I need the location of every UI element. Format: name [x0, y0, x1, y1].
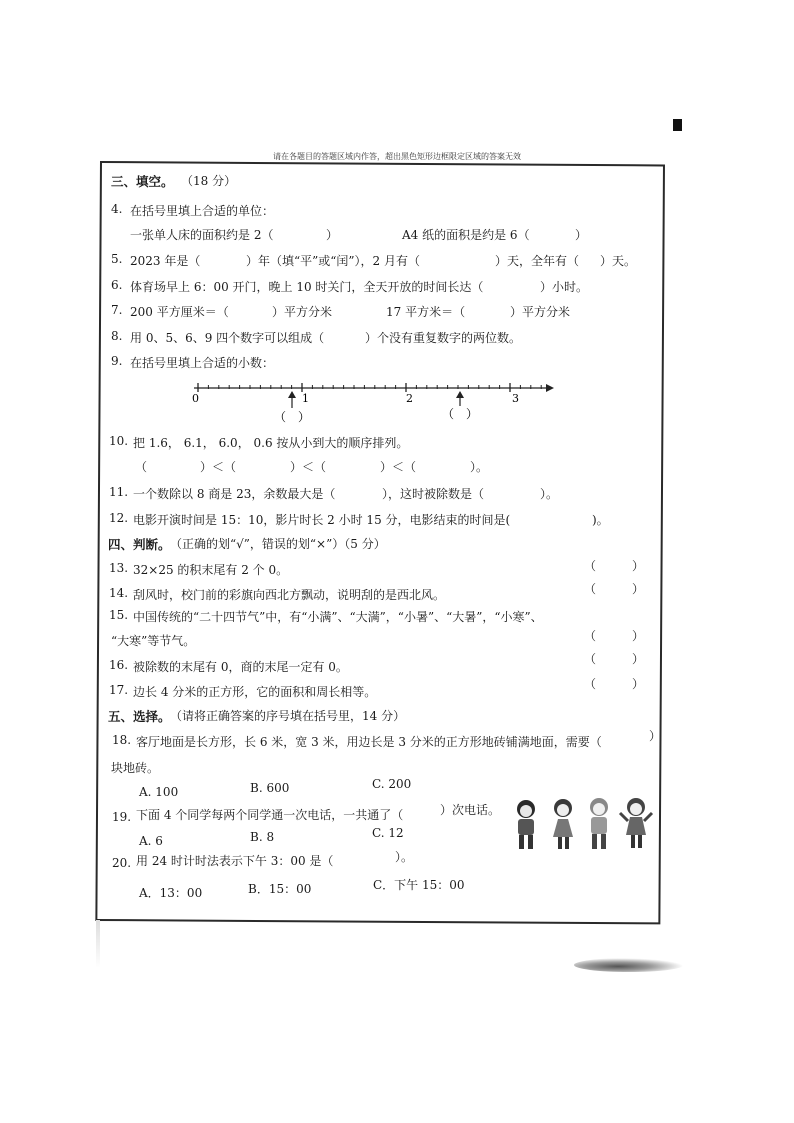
- q20-number: 20.: [112, 856, 132, 870]
- q6-part1: ）小时。: [540, 280, 589, 294]
- q11-part1: ），这时被除数是（: [382, 487, 485, 501]
- child-1-figure: [517, 800, 535, 849]
- number-line-arrowhead: [546, 384, 554, 392]
- section-title-choice: 五、选择。: [108, 709, 171, 724]
- number-line-label-3: 3: [512, 392, 519, 405]
- q20-option-a[interactable]: A．13：00: [139, 886, 203, 900]
- q13-number: 13.: [109, 561, 129, 575]
- q5-part2: ）天，全年有（: [495, 254, 580, 268]
- q4-number: 4.: [111, 202, 123, 216]
- q19-number: 19.: [112, 810, 132, 824]
- q12-text: 电影开演时间是 15：10，影片时长 2 小时 15 分，电影结束的时间是(: [133, 513, 511, 527]
- q20-text: 用 24 时计时法表示下午 3：00 是（: [136, 854, 334, 868]
- q5-text: 2023 年是（: [130, 254, 201, 268]
- q19-option-a[interactable]: A. 6: [139, 834, 163, 848]
- q20-part1: ）。: [395, 850, 414, 864]
- section-judge-note: （正确的划“√”，错误的划“×”）（5 分）: [170, 537, 386, 551]
- number-line: [186, 378, 556, 428]
- scan-smudge: [574, 958, 684, 972]
- number-line-label-0: 0: [192, 392, 199, 405]
- q11-number: 11.: [109, 485, 129, 499]
- scan-shadow: [96, 920, 100, 968]
- q8-part1: ）个没有重复数字的两位数。: [365, 331, 522, 345]
- q12-number: 12.: [109, 511, 129, 525]
- q19-text: 下面 4 个同学每两个同学通一次电话，一共通了（: [136, 808, 404, 822]
- section-title-judge: 四、判断。: [108, 537, 171, 552]
- marker-arrow-1-head: [288, 391, 296, 398]
- q8-text: 用 0、5、6、9 四个数字可以组成（: [130, 331, 325, 345]
- answer-area-notice: 请在各题目的答题区域内作答，超出黑色矩形边框限定区域的答案无效: [273, 152, 521, 161]
- q19-part1: ）次电话。: [440, 803, 501, 817]
- q4-a: 一张单人床的面积约是 2（: [130, 228, 274, 242]
- q10-paren-4[interactable]: ）＜（: [380, 460, 417, 474]
- q20-option-b[interactable]: B．15：00: [248, 882, 312, 896]
- q4-text: 在括号里填上合适的单位：: [130, 204, 275, 218]
- q17-answer-paren[interactable]: （ ）: [584, 677, 645, 691]
- q16-answer-paren[interactable]: （ ）: [584, 652, 645, 666]
- q5-part1: ）年（填“平”或“闰”），2 月有（: [246, 254, 420, 268]
- q19-option-c[interactable]: C. 12: [372, 826, 404, 840]
- q7-b: 17 平方米＝（: [386, 305, 466, 319]
- q7-a-unit: ）平方分米: [272, 305, 333, 319]
- q20-option-c[interactable]: C．下午 15：00: [373, 878, 465, 892]
- number-line-label-1: 1: [302, 392, 309, 405]
- child-2-figure: [553, 799, 573, 849]
- q14-answer-paren[interactable]: （ ）: [584, 582, 645, 596]
- four-children-illustration: [506, 795, 658, 853]
- q19-option-b[interactable]: B. 8: [250, 830, 275, 844]
- q8-number: 8.: [111, 329, 123, 343]
- q10-paren-1[interactable]: （: [135, 460, 148, 474]
- number-line-label-2: 2: [406, 392, 413, 405]
- q11-text: 一个数除以 8 商是 23，余数最大是（: [133, 487, 336, 501]
- q16-text: 被除数的末尾有 0，商的末尾一定有 0。: [133, 660, 348, 674]
- q6-text: 体育场早上 6：00 开门，晚上 10 时关门，全天开放的时间长达（: [130, 280, 484, 294]
- q7-b-unit: ）平方分米: [510, 305, 571, 319]
- q6-number: 6.: [111, 278, 123, 292]
- q10-paren-3[interactable]: ）＜（: [290, 460, 327, 474]
- q4-b: A4 纸的面积是约是 6（: [402, 228, 530, 242]
- section-choice-note: （请将正确答案的序号填在括号里，14 分）: [170, 709, 406, 723]
- q10-paren-2[interactable]: ）＜（: [200, 460, 237, 474]
- q18-option-b[interactable]: B. 600: [250, 781, 290, 795]
- q9-number: 9.: [111, 354, 123, 368]
- q18-part1: ）: [649, 729, 662, 743]
- q4-b-close[interactable]: ）: [575, 228, 588, 242]
- q15-number: 15.: [109, 608, 129, 622]
- q5-number: 5.: [111, 252, 123, 266]
- q7-number: 7.: [111, 303, 123, 317]
- q11-part2: ）。: [540, 487, 559, 501]
- q15-answer-paren[interactable]: （ ）: [584, 629, 645, 643]
- q18-number: 18.: [112, 733, 132, 747]
- q18-text-cont: 块地砖。: [111, 761, 160, 775]
- section-title-fill-blank: 三、填空。: [111, 174, 174, 189]
- q14-text: 刮风时，校门前的彩旗向西北方飘动，说明刮的是西北风。: [133, 588, 446, 602]
- q18-option-c[interactable]: C. 200: [372, 777, 412, 791]
- q4-a-close[interactable]: ）: [326, 228, 339, 242]
- marker-arrow-2-head: [456, 391, 464, 398]
- corner-marker: [673, 119, 682, 131]
- q18-text: 客厅地面是长方形，长 6 米，宽 3 米，用边长是 3 分米的正方形地砖铺满地面，需要（: [136, 735, 602, 749]
- q15-text-cont: “大寒”等节气。: [111, 634, 196, 648]
- q12-part1: )。: [592, 513, 609, 527]
- q10-text: 把 1.6， 6.1， 6.0， 0.6 按从小到大的顺序排列。: [133, 436, 409, 450]
- section-score: （18 分）: [181, 174, 237, 188]
- child-3-figure: [590, 798, 608, 849]
- q17-number: 17.: [109, 683, 129, 697]
- number-line-blank-1[interactable]: （ ）: [274, 410, 311, 424]
- q17-text: 边长 4 分米的正方形，它的面积和周长相等。: [133, 685, 377, 699]
- q7-a: 200 平方厘米＝（: [130, 305, 229, 319]
- q13-answer-paren[interactable]: （ ）: [584, 559, 645, 573]
- q13-text: 32×25 的积末尾有 2 个 0。: [133, 563, 289, 577]
- q9-text: 在括号里填上合适的小数：: [130, 356, 275, 370]
- q10-number: 10.: [109, 434, 129, 448]
- q18-option-a[interactable]: A. 100: [139, 785, 179, 799]
- q5-part3: ）天。: [600, 254, 637, 268]
- number-line-blank-2[interactable]: （ ）: [442, 407, 479, 421]
- q15-text: 中国传统的“二十四节气”中，有“小满”、“大满”，“小暑”、“大暑”，“小寒”、: [133, 610, 543, 624]
- q16-number: 16.: [109, 658, 129, 672]
- q10-paren-5[interactable]: ）。: [470, 460, 489, 474]
- q14-number: 14.: [109, 586, 129, 600]
- child-4-figure: [620, 798, 652, 848]
